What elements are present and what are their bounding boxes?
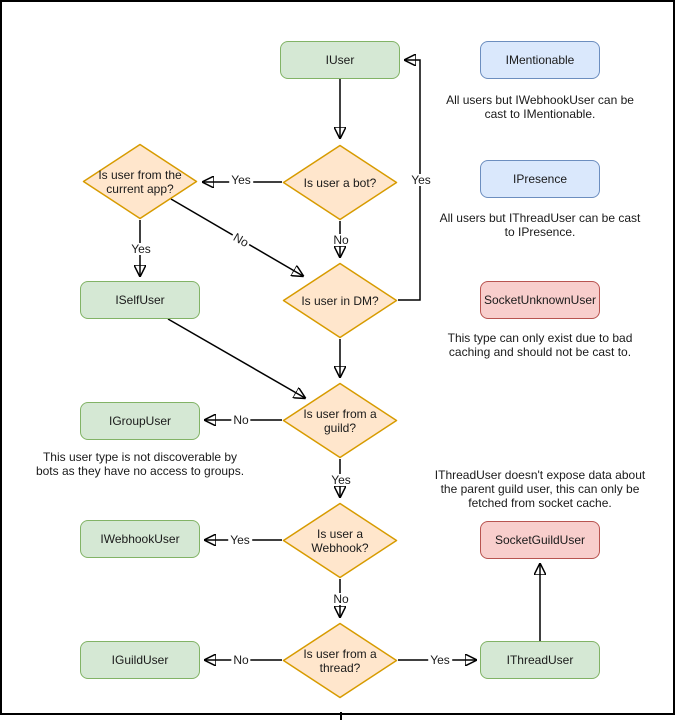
edge-label-app-to-dm: No [230,230,252,250]
node-ithreaduser [480,641,600,679]
decision-is-webhook-label: Is user a Webhook? [311,526,369,555]
decision-from-thread-label: Is user from a thread? [303,646,377,675]
decision-current-app [82,143,198,220]
edge-label-webhook-to-iwebhook: Yes [230,533,250,547]
decision-in-dm [282,262,398,339]
edge-label-bot-to-dm: No [333,233,349,247]
node-iselfuser-label: ISelfUser [115,293,165,307]
node-socketunknownuser-label: SocketUnknownUser [483,293,597,307]
node-iguilduser-label: IGuildUser [111,653,169,667]
note-socketunknownuser: This type can only exist due to bad caching and should not be cast to. [447,331,633,359]
edge-label-bot-to-app: Yes [231,173,251,187]
decision-in-dm-label: Is user in DM? [301,293,379,308]
note-igroupuser: This user type is not discoverable by bots as they have no access to groups. [35,450,245,478]
node-ithreaduser-label: IThreadUser [506,653,574,667]
node-imentionable [480,41,600,79]
edge-label-dm-to-iuser: Yes [411,173,431,187]
edge-label-guild-to-webhook: Yes [331,473,351,487]
edge-label-thread-to-ithread: Yes [430,653,450,667]
decision-current-app-label: Is user from the current app? [98,167,182,196]
node-socketunknownuser [480,281,600,319]
node-ipresence-label: IPresence [512,172,568,186]
decision-from-guild [282,382,398,459]
node-socketguilduser-label: SocketGuildUser [494,533,586,547]
note-ipresence: All users but IThreadUser can be cast to IPresence. [439,211,641,239]
node-ipresence [480,160,600,198]
node-iwebhookuser-label: IWebhookUser [100,532,180,546]
edge-label-webhook-to-thread: No [333,592,349,606]
node-igroupuser [80,402,200,440]
edge-label-guild-to-group: No [233,413,249,427]
decision-is-webhook [282,502,398,579]
decision-is-bot [282,144,398,221]
node-igroupuser-label: IGroupUser [108,414,172,428]
node-iselfuser [80,281,200,319]
edge-label-app-to-self: Yes [131,242,151,256]
decision-from-thread [282,622,398,699]
note-ithreaduser: IThreadUser doesn't expose data about the parent guild user, this can only be fetched from socket cache. [434,468,646,510]
note-imentionable: All users but IWebhookUser can be cast to IMentionable. [446,93,634,121]
edge-label-thread-to-iguild: No [233,653,249,667]
node-socketguilduser [480,521,600,559]
node-iguilduser [80,641,200,679]
decision-is-bot-label: Is user a bot? [303,175,377,190]
node-iuser [280,41,400,79]
decision-from-guild-label: Is user from a guild? [303,406,377,435]
node-iwebhookuser [80,520,200,558]
node-iuser-label: IUser [325,53,355,67]
node-imentionable-label: IMentionable [505,53,575,67]
